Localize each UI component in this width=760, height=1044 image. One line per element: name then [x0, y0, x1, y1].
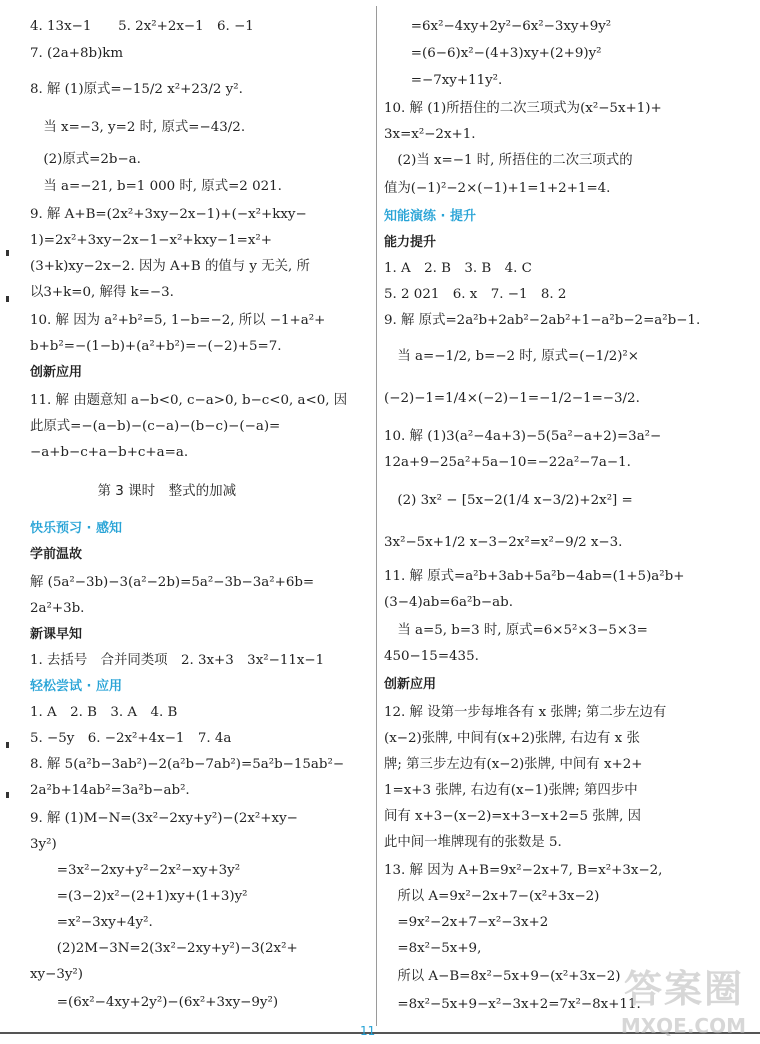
- answer-line: =8x²−5x+9,: [384, 941, 482, 956]
- section-heading: 新课早知: [30, 627, 83, 642]
- answer-line: =9x²−2x+7−x²−3x+2: [384, 915, 549, 930]
- answer-line: 间有 x+3−(x−2)=x+3−x+2=5 张牌, 因: [384, 809, 641, 824]
- answer-line: 9. 解 原式=2a²b+2ab²−2ab²+1−a²b−2=a²b−1.: [384, 313, 701, 328]
- answer-line: 5. −5y 6. −2x²+4x−1 7. 4a: [30, 731, 232, 746]
- answer-line: b+b²=−(1−b)+(a²+b²)=−(−2)+5=7.: [30, 339, 282, 354]
- answer-line: 1. A 2. B 3. A 4. B: [30, 705, 178, 720]
- answer-line: 13. 解 因为 A+B=9x²−2x+7, B=x²+3x−2,: [384, 863, 663, 878]
- answer-line: 当 x=−3, y=2 时, 原式=−43/2.: [30, 120, 246, 135]
- answer-line: 解 (5a²−3b)−3(a²−2b)=5a²−3b−3a²+6b=: [30, 575, 315, 590]
- answer-line: 10. 解 (1)所捂住的二次三项式为(x²−5x+1)+: [384, 101, 662, 116]
- answer-line: 7. (2a+8b)km: [30, 46, 124, 61]
- margin-mark: [6, 250, 9, 256]
- answer-line: =6x²−4xy+2y²−6x²−3xy+9y²: [384, 19, 612, 34]
- answer-line: =(6−6)x²−(4+3)xy+(2+9)y²: [384, 46, 602, 61]
- answer-line: =(3−2)x²−(2+1)xy+(1+3)y²: [30, 889, 248, 904]
- answer-line: 4. 13x−1 5. 2x²+2x−1 6. −1: [30, 19, 254, 34]
- answer-line: 所以 A=9x²−2x+7−(x²+3x−2): [384, 889, 600, 904]
- answer-line: 9. 解 (1)M−N=(3x²−2xy+y²)−(2x²+xy−: [30, 811, 298, 826]
- answer-line: 2a²b+14ab²=3a²b−ab².: [30, 783, 190, 798]
- section-band-title: 快乐预习 · 感知: [30, 521, 122, 536]
- watermark-url: MXQE.COM: [620, 1014, 746, 1038]
- section-heading: 创新应用: [384, 677, 437, 692]
- section-heading: 能力提升: [384, 235, 437, 250]
- answer-line: 3y²): [30, 837, 57, 852]
- answer-line: 1)=2x²+3xy−2x−1−x²+kxy−1=x²+: [30, 233, 272, 248]
- page-number: 11: [360, 1024, 376, 1038]
- answer-line: =(6x²−4xy+2y²)−(6x²+3xy−9y²): [30, 995, 279, 1010]
- answer-line: 9. 解 A+B=(2x²+3xy−2x−1)+(−x²+kxy−: [30, 207, 307, 222]
- answer-line: xy−3y²): [30, 967, 84, 982]
- answer-line: 当 a=−1/2, b=−2 时, 原式=(−1/2)²×: [384, 349, 640, 364]
- margin-mark: [6, 296, 9, 302]
- answer-line: 12. 解 设第一步每堆各有 x 张牌; 第二步左边有: [384, 705, 667, 720]
- answer-line: (2) 3x² − [5x−2(1/4 x−3/2)+2x²] =: [384, 493, 633, 508]
- answer-line: 当 a=5, b=3 时, 原式=6×5²×3−5×3=: [384, 623, 648, 638]
- answer-line: 5. 2 021 6. x 7. −1 8. 2: [384, 287, 567, 302]
- watermark-logo: [590, 958, 750, 1038]
- answer-line: 8. 解 5(a²b−3ab²)−2(a²b−7ab²)=5a²b−15ab²−: [30, 757, 345, 772]
- answer-line: 以3+k=0, 解得 k=−3.: [30, 285, 174, 300]
- answer-line: (3−4)ab=6a²b−ab.: [384, 595, 513, 610]
- answer-line: (x−2)张牌, 中间有(x+2)张牌, 右边有 x 张: [384, 731, 640, 746]
- answer-line: 3x²−5x+1/2 x−3−2x²=x²−9/2 x−3.: [384, 535, 623, 550]
- margin-mark: [6, 742, 9, 748]
- answer-line: −a+b−c+a−b+c+a=a.: [30, 445, 189, 460]
- answer-line: 所以 A−B=8x²−5x+9−(x²+3x−2): [384, 969, 621, 984]
- answer-line: 1. 去括号 合并同类项 2. 3x+3 3x²−11x−1: [30, 653, 325, 668]
- answer-line: 3x=x²−2x+1.: [384, 127, 476, 142]
- answer-line: 10. 解 (1)3(a²−4a+3)−5(5a²−a+2)=3a²−: [384, 429, 662, 444]
- answer-line: 1=x+3 张牌, 右边有(x−1)张牌; 第四步中: [384, 783, 638, 798]
- answer-line: 11. 解 原式=a²b+3ab+5a²b−4ab=(1+5)a²b+: [384, 569, 685, 584]
- answer-line: (2)当 x=−1 时, 所捂住的二次三项式的: [384, 153, 633, 168]
- answer-line: =8x²−5x+9−x²−3x+2=7x²−8x+11.: [384, 997, 641, 1012]
- column-divider: [376, 6, 377, 1026]
- answer-line: 当 a=−21, b=1 000 时, 原式=2 021.: [30, 179, 282, 194]
- answer-line: (3+k)xy−2x−2. 因为 A+B 的值与 y 无关, 所: [30, 259, 310, 274]
- section-band-title: 轻松尝试 · 应用: [30, 679, 122, 694]
- lesson-title: 第 3 课时 整式的加减: [30, 483, 237, 499]
- watermark-text: 答案圈: [623, 967, 744, 1011]
- answer-line: 值为(−1)²−2×(−1)+1=1+2+1=4.: [384, 181, 611, 196]
- answer-line: (−2)−1=1/4×(−2)−1=−1/2−1=−3/2.: [384, 391, 640, 406]
- answer-line: =3x²−2xy+y²−2x²−xy+3y²: [30, 863, 241, 878]
- answer-line: 此原式=−(a−b)−(c−a)−(b−c)−(−a)=: [30, 419, 281, 434]
- margin-mark: [6, 792, 9, 798]
- answer-line: 450−15=435.: [384, 649, 479, 664]
- section-heading: 创新应用: [30, 365, 83, 380]
- answer-line: 1. A 2. B 3. B 4. C: [384, 261, 532, 276]
- answer-line: 12a+9−25a²+5a−10=−22a²−7a−1.: [384, 455, 631, 470]
- section-band-title: 知能演练 · 提升: [384, 209, 476, 224]
- answer-line: 10. 解 因为 a²+b²=5, 1−b=−2, 所以 −1+a²+: [30, 313, 326, 328]
- answer-line: (2)原式=2b−a.: [30, 152, 141, 167]
- answer-line: 牌; 第三步左边有(x−2)张牌, 中间有 x+2+: [384, 757, 643, 772]
- answer-line: =−7xy+11y².: [384, 73, 503, 88]
- answer-line: 8. 解 (1)原式=−15/2 x²+23/2 y².: [30, 82, 243, 97]
- answer-line: (2)2M−3N=2(3x²−2xy+y²)−3(2x²+: [30, 941, 298, 956]
- answer-line: 11. 解 由题意知 a−b<0, c−a>0, b−c<0, a<0, 因: [30, 393, 348, 408]
- answer-line: 此中间一堆牌现有的张数是 5.: [384, 835, 562, 850]
- answer-line: =x²−3xy+4y².: [30, 915, 153, 930]
- section-heading: 学前温故: [30, 547, 83, 562]
- answer-line: 2a²+3b.: [30, 601, 85, 616]
